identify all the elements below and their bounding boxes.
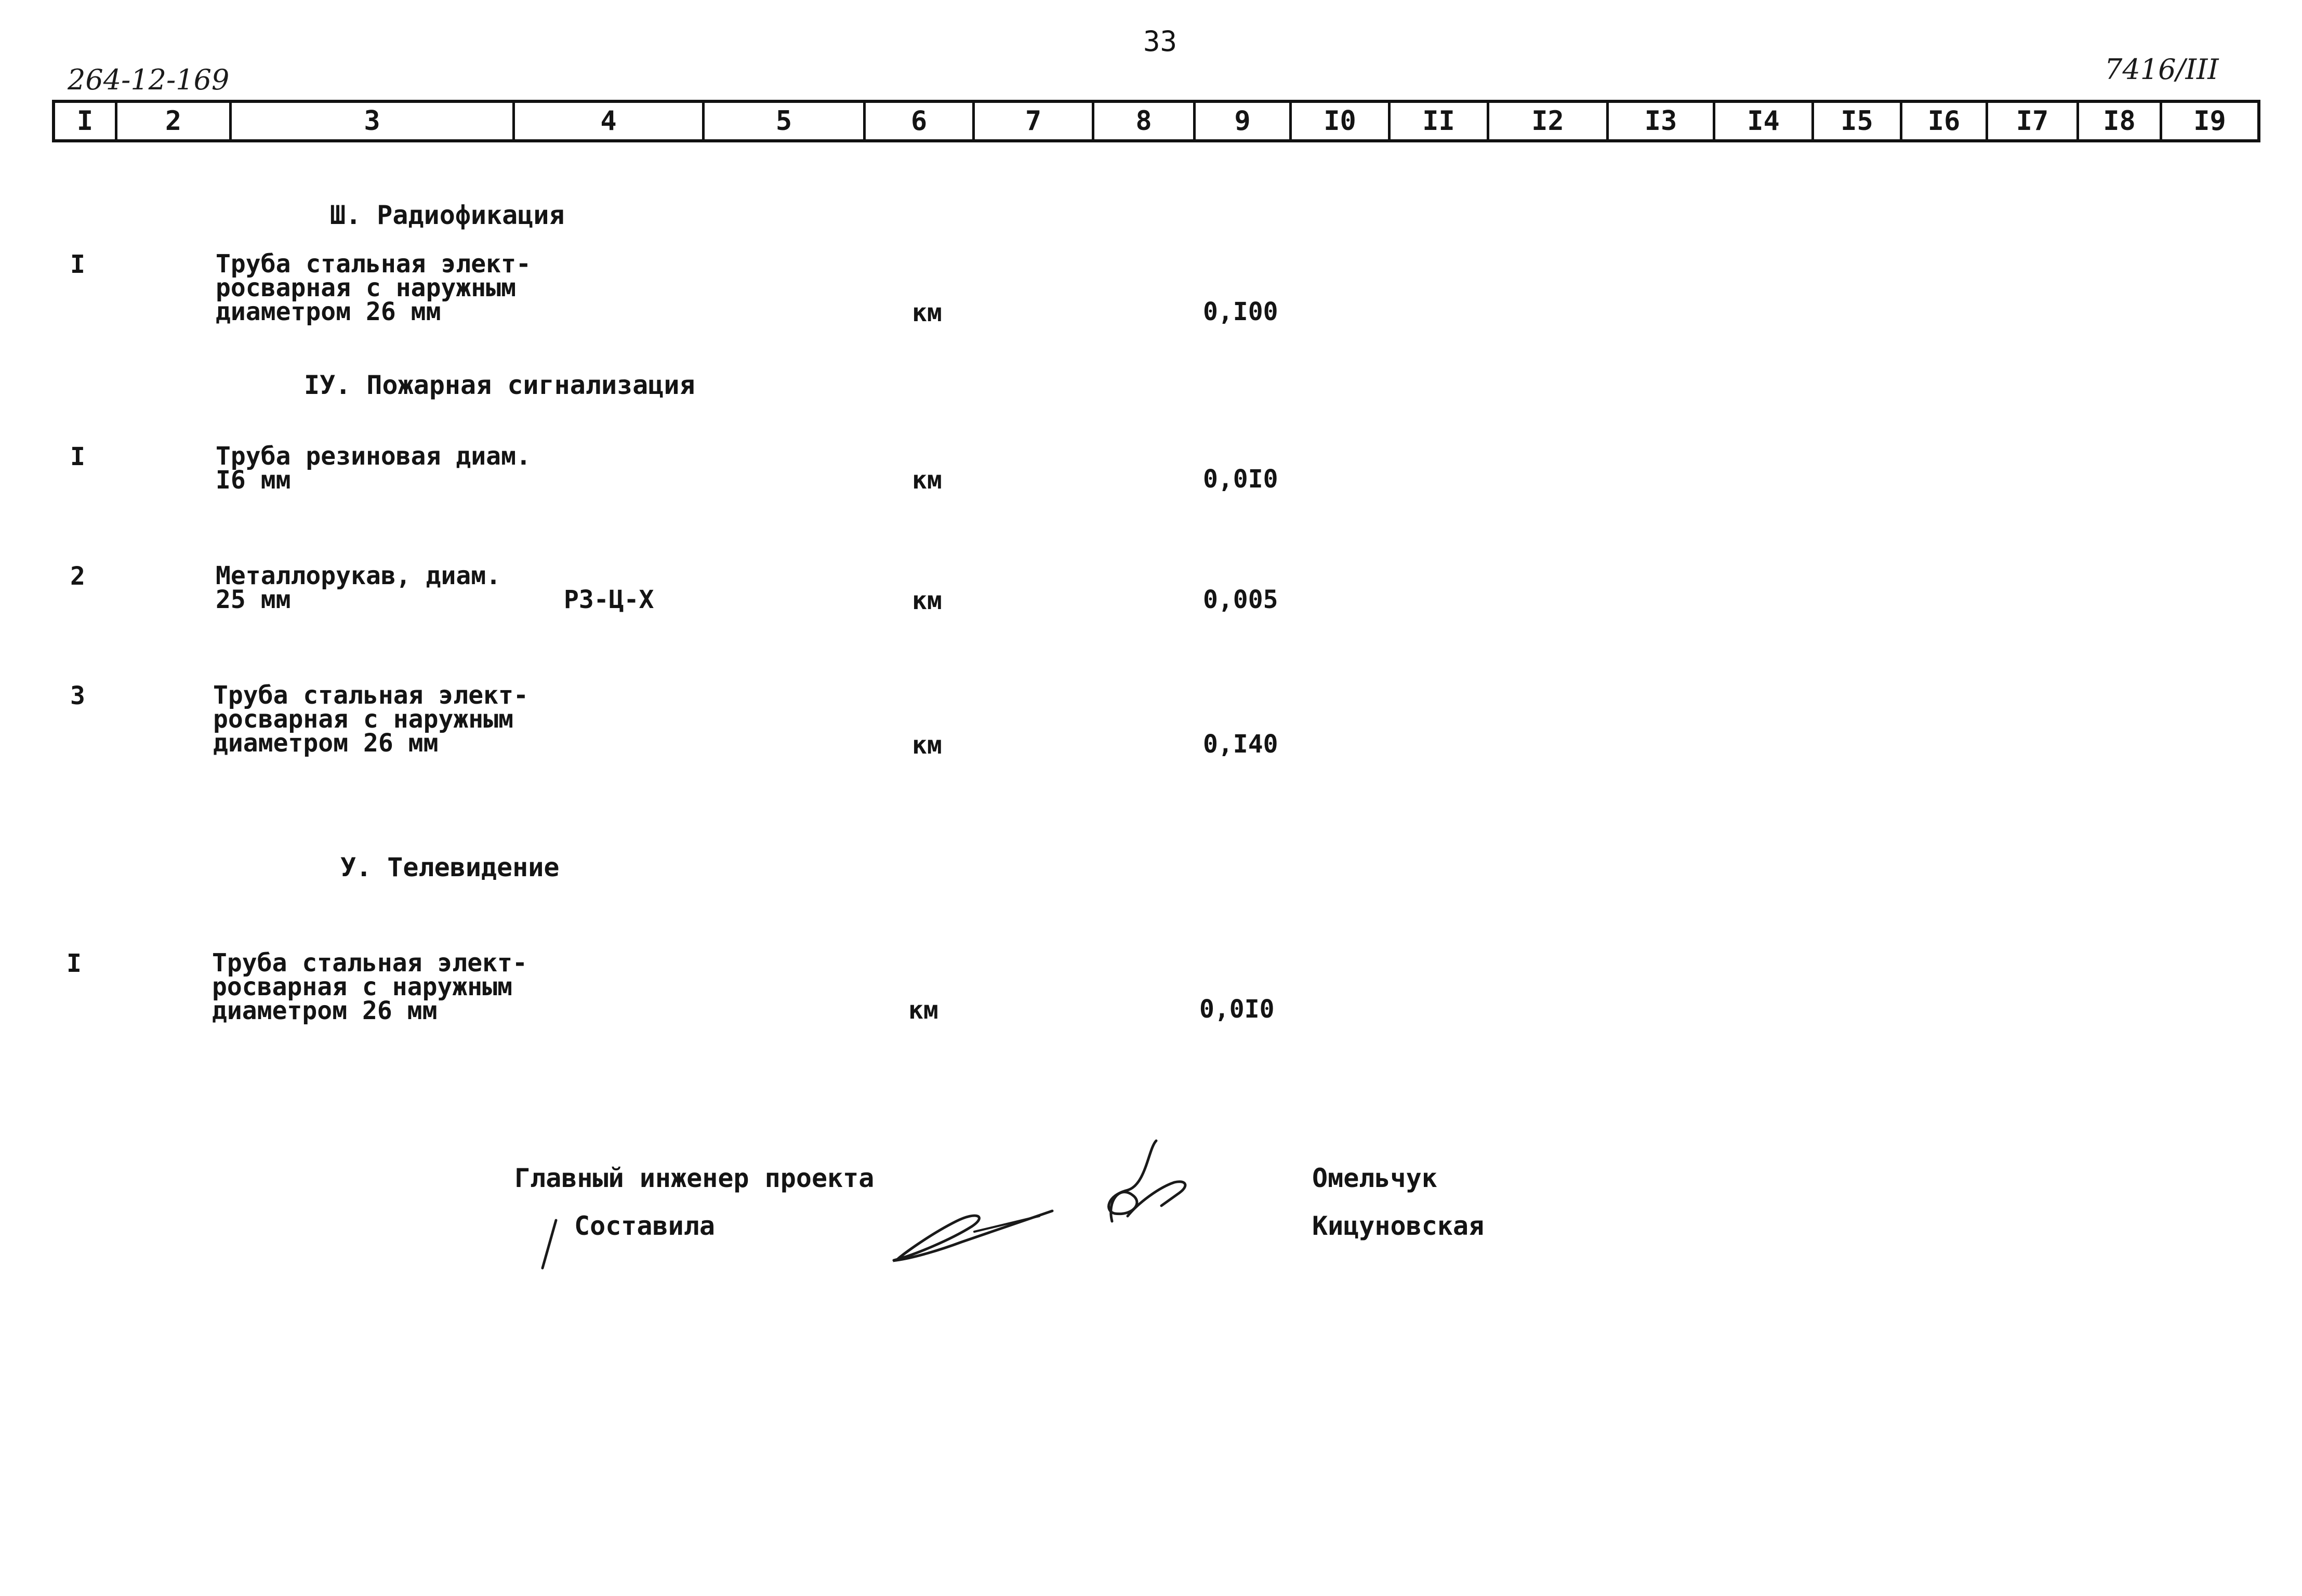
row-unit: км — [908, 996, 938, 1025]
column-number: I0 — [1292, 103, 1391, 139]
row-number: 2 — [70, 562, 85, 591]
row-type: РЗ-Ц-Х — [564, 585, 654, 614]
column-number: I9 — [2193, 105, 2226, 137]
column-number: I — [55, 103, 117, 139]
row-number: I — [67, 949, 82, 978]
chief-engineer-label: Главный инженер проекта — [514, 1163, 875, 1193]
row-description — [213, 681, 528, 758]
description-line: росварная с наружным — [213, 705, 513, 734]
description-line: диаметром 26 мм — [216, 297, 441, 326]
doc-code-right: 7416/III — [2105, 53, 2219, 86]
row-quantity: 0,I00 — [1203, 297, 1278, 326]
chief-engineer-name: Омельчук — [1312, 1163, 1437, 1193]
row-number: 3 — [70, 681, 85, 710]
column-number: I5 — [1814, 103, 1902, 139]
column-number: 3 — [232, 103, 515, 139]
column-number: 9 — [1196, 103, 1292, 139]
compiled-by-label: Составила — [574, 1211, 715, 1241]
row-quantity: 0,I40 — [1203, 730, 1278, 759]
description-line: диаметром 26 мм — [212, 996, 438, 1025]
handwritten-tick-mark — [535, 1216, 566, 1273]
description-line: Металлорукав, диам. — [216, 561, 501, 590]
row-number: I — [70, 250, 85, 279]
row-unit: км — [912, 586, 942, 615]
section-title: У. Телевидение — [340, 852, 560, 882]
row-description — [216, 561, 501, 614]
column-number: 2 — [117, 103, 232, 139]
description-line: Труба стальная элект- — [212, 948, 527, 978]
doc-code-left: 264-12-169 — [68, 63, 230, 96]
description-line: диаметром 26 мм — [213, 729, 439, 758]
row-description — [212, 948, 527, 1025]
row-unit: км — [912, 466, 942, 495]
row-quantity: 0,0I0 — [1203, 465, 1278, 494]
column-number: I4 — [1715, 103, 1814, 139]
description-line: 25 мм — [216, 585, 291, 614]
description-line: I6 мм — [216, 466, 291, 495]
handwritten-signature — [883, 1133, 1216, 1278]
row-quantity: 0,0I0 — [1199, 995, 1275, 1024]
row-number: I — [70, 442, 85, 471]
column-number: II — [1391, 103, 1489, 139]
column-number: I8 — [2079, 103, 2162, 139]
description-line: росварная с наружным — [216, 273, 516, 302]
column-number: I3 — [1609, 103, 1715, 139]
description-line: Труба стальная элект- — [213, 681, 528, 710]
description-line: Труба стальная элект- — [216, 249, 531, 279]
row-unit: км — [912, 731, 942, 760]
row-quantity: 0,005 — [1203, 585, 1278, 614]
column-number: 7 — [975, 103, 1094, 139]
column-number: 6 — [866, 103, 975, 139]
row-unit: км — [912, 298, 942, 327]
row-description — [216, 249, 531, 326]
column-number: 4 — [515, 103, 705, 139]
section-title: IУ. Пожарная сигнализация — [304, 370, 695, 400]
description-line: Труба резиновая диам. — [216, 442, 531, 471]
column-number-header — [52, 100, 2260, 142]
column-number: 8 — [1094, 103, 1196, 139]
column-number: I7 — [1988, 103, 2079, 139]
column-number: I6 — [1902, 103, 1988, 139]
compiled-by-name: Кицуновская — [1312, 1211, 1485, 1241]
row-description — [216, 442, 531, 495]
section-title: Ш. Радиофикация — [330, 200, 565, 230]
column-number: I2 — [1489, 103, 1609, 139]
page-number: 33 — [1143, 25, 1178, 58]
description-line: росварная с наружным — [212, 972, 512, 1001]
column-number: 5 — [705, 103, 866, 139]
